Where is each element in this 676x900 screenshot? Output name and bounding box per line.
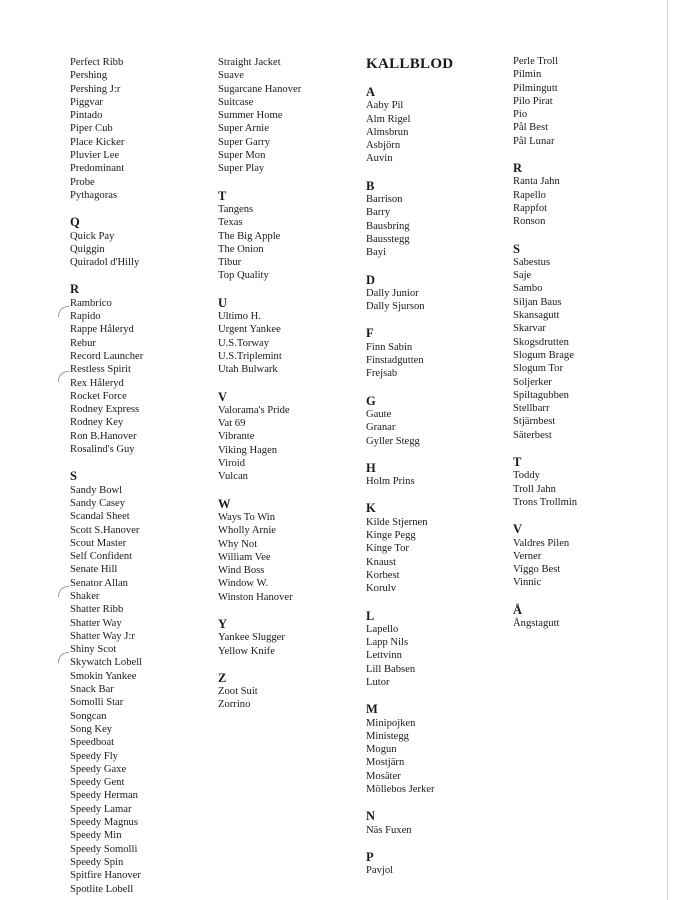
horse-name: Mogun [366,744,397,756]
horse-name: Lill Babsen [366,663,416,675]
horse-name: Speedy Gent [70,777,125,789]
letter-heading: G [366,393,376,408]
horse-name: Rambrico [70,297,112,309]
horse-name: Bayi [366,247,387,259]
horse-name: Stellbarr [513,403,550,415]
horse-name: Predominant [70,163,125,175]
horse-name: Pavjol [366,865,394,877]
letter-heading: T [513,455,522,470]
horse-name: Perfect Ribb [70,57,124,68]
horse-name: Song Key [70,723,113,735]
horse-name: Rocket Force [70,390,127,402]
horse-name: Ministegg [366,730,409,742]
letter-heading: Y [218,616,228,631]
horse-name: Valdres Pilen [513,537,570,549]
horse-name: Speedy Spin [70,856,124,868]
horse-name: Spiltagubben [513,389,569,401]
horse-name: Viroid [218,458,246,470]
horse-name: Rapello [513,189,546,201]
letter-heading: Å [513,602,523,617]
horse-name: Speedy Somolli [70,843,138,855]
horse-name: Skogsdrutten [513,336,569,348]
horse-name: Gyller Stegg [366,435,420,447]
horse-name: Yellow Knife [218,645,275,657]
horse-name: Slogum Tor [513,363,563,375]
horse-name: Verner [513,550,542,562]
horse-name: Frejsab [366,368,398,380]
horse-name: Tibur [218,257,242,269]
check-mark-icon [58,371,69,382]
horse-name: Spitfire Hanover [70,870,141,882]
horse-name: Troll Jahn [513,483,556,495]
letter-heading: T [218,188,227,203]
horse-name: Barrison [366,194,403,206]
horse-name: U.S.Triplemint [218,350,282,362]
horse-name: Why Not [218,538,258,550]
horse-name: Kinge Pegg [366,530,416,542]
letter-heading: D [366,272,376,287]
horse-name: Utah Bulwark [218,364,278,376]
horse-name: Suitcase [218,96,254,108]
horse-name: Shatter Way J:r [70,630,135,642]
horse-name: Lapp Nils [366,637,409,649]
horse-name: Pilo Pirat [513,95,553,107]
letter-heading: Z [218,670,227,685]
horse-name: Pintado [70,110,103,122]
horse-name: Skywatch Lobell [70,657,143,669]
horse-name: Super Mon [218,150,266,162]
horse-name: Spotlite Lobell [70,883,134,895]
horse-name: Speedy Magnus [70,817,138,829]
letter-heading: B [366,178,375,193]
horse-name: Quick Pay [70,230,115,242]
horse-name: Rappe Håleryd [70,324,134,336]
horse-name: Winston Hanover [218,591,293,603]
letter-heading: M [366,702,378,717]
horse-name: Piper Cub [70,123,113,135]
horse-name: Ultimo H. [218,311,261,323]
horse-name: Siljan Baus [513,296,562,308]
check-mark-icon [58,652,69,663]
horse-name: Skansagutt [513,310,560,322]
horse-name: Sandy Casey [70,497,126,509]
horse-name: Kinge Tor [366,543,409,555]
horse-name: Vinnic [513,577,542,589]
horse-name: Summer Home [218,110,283,122]
horse-name: Lapello [366,623,399,635]
horse-name: Mosäter [366,770,401,782]
horse-name: William Vee [218,551,271,563]
horse-name: Granar [366,422,396,434]
horse-name: Sandy Bowl [70,484,123,496]
letter-heading: N [366,809,376,824]
horse-name: Ronson [513,216,546,228]
horse-name: Speedy Lamar [70,803,132,815]
horse-name: Rex Håleryd [70,377,124,389]
horse-name: Finn Sabin [366,341,413,353]
horse-name: Texas [218,217,243,229]
horse-name: Lutor [366,676,390,688]
horse-name: Sugarcane Hanover [218,83,302,95]
horse-name: Yankee Slugger [218,632,285,644]
horse-name: Gaute [366,408,392,420]
horse-name: Valorama's Pride [218,404,290,416]
horse-name: Senator Allan [70,577,128,589]
letter-heading: Q [70,215,80,230]
horse-name: Asbjörn [366,140,401,152]
horse-name: Scout Master [70,537,127,549]
horse-name: Vat 69 [218,418,246,430]
letter-heading: V [513,522,523,537]
horse-name: Ranta Jahn [513,176,560,188]
horse-name: Restless Spirit [70,364,131,376]
horse-name: Pål Best [513,122,549,134]
horse-name: Kilde Stjernen [366,516,428,528]
horse-name: Knaust [366,556,397,568]
horse-name: Dally Junior [366,287,419,299]
column-2 [218,56,301,712]
horse-name: Ways To Win [218,511,276,523]
horse-name: Soljerker [513,376,552,388]
horse-name: Almsbrun [366,126,409,138]
page-edge-shadow [667,0,668,900]
letter-heading: R [513,161,523,176]
horse-name: Sabestus [513,256,551,268]
check-mark-icon [58,586,69,597]
letter-heading: F [366,326,374,341]
horse-name: Shaker [70,590,100,602]
horse-name: Viking Hagen [218,444,278,456]
horse-name: Stjärnbest [513,416,556,428]
horse-name: Dally Sjurson [366,301,425,313]
horse-name: Skarvar [513,323,546,335]
horse-name: Super Arnie [218,123,269,135]
horse-name: Näs Fuxen [366,824,412,836]
horse-name: Pershing [70,70,108,82]
letter-heading: W [218,496,231,511]
horse-name: Quiradol d'Hilly [70,257,140,269]
horse-name: Speedboat [70,737,115,749]
horse-name: Aaby Pil [366,100,404,112]
horse-name: Tangens [218,203,254,215]
horse-name: Window W. [218,578,269,590]
horse-name: Quiggin [70,243,105,255]
horse-name: Pilmingutt [513,82,558,94]
horse-name: Ron B.Hanover [70,430,137,442]
horse-name: Speedy Fly [70,750,118,762]
horse-name: Vibrante [218,431,255,443]
horse-name: Super Play [218,163,265,175]
horse-name: Finstadgutten [366,355,424,367]
letter-heading: U [218,295,228,310]
letter-heading: A [366,85,376,99]
letter-heading: S [513,241,520,256]
section-title: KALLBLOD [366,56,454,72]
horse-name: Suave [218,70,244,82]
horse-name: Trons Trollmin [513,496,578,508]
horse-name: Pershing J:r [70,83,121,95]
letter-heading: K [366,501,376,516]
horse-name: Zorrino [218,699,251,711]
horse-name: Minipojken [366,717,416,729]
horse-name: Rapido [70,311,101,323]
letter-heading: H [366,460,376,475]
horse-name: Saje [513,270,532,282]
horse-name: Pluvier Lee [70,150,120,162]
horse-name: Speedy Min [70,830,122,842]
column-3 [366,56,453,878]
check-mark-icon [58,306,69,317]
horse-name: Smokin Yankee [70,670,137,682]
column-1 [70,56,143,896]
horse-name: Korulv [366,583,397,595]
horse-name: Pio [513,109,528,121]
horse-name: Alm Rigel [366,113,411,125]
letter-heading: L [366,608,375,623]
horse-name: Snack Bar [70,684,114,696]
horse-name: Rodney Key [70,417,124,429]
horse-name: Scott S.Hanover [70,524,140,536]
horse-name: Ångstagutt [513,617,560,629]
letter-heading: V [218,389,228,404]
horse-name: Rappfot [513,202,548,214]
horse-name: Korbest [366,569,400,581]
horse-name: Slogum Brage [513,349,574,361]
letter-heading: R [70,282,80,297]
horse-name: Shatter Ribb [70,604,124,616]
column-4 [513,55,577,630]
horse-name: Rosalind's Guy [70,444,135,456]
horse-name: Place Kicker [70,136,125,148]
horse-name: Urgent Yankee [218,324,281,336]
horse-name: Sambo [513,283,543,295]
horse-name: Rebur [70,337,96,349]
horse-name: Speedy Herman [70,790,138,802]
horse-name: Auvin [366,153,393,165]
horse-name: Bausstegg [366,233,410,245]
horse-name: Pythagoras [70,189,118,201]
horse-name: Zoot Suit [218,686,258,698]
horse-name: Shiny Scot [70,644,117,656]
horse-name: Säterbest [513,429,552,441]
horse-name: Somolli Star [70,697,124,709]
horse-name: Speedy Gaxe [70,763,127,775]
horse-name: Scandal Sheet [70,511,130,523]
horse-name: Songcan [70,710,107,722]
horse-name: Wind Boss [218,565,265,577]
horse-name: Rodney Express [70,404,140,416]
horse-name: Perle Troll [513,56,559,67]
horse-name: Senate Hill [70,564,118,576]
horse-name: Super Garry [218,136,271,148]
letter-heading: S [70,469,77,484]
horse-name: Holm Prins [366,476,415,488]
horse-name: Pål Lunar [513,135,555,147]
horse-name: Pilmin [513,69,542,81]
horse-name: U.S.Torway [218,337,270,349]
letter-heading: P [366,849,374,864]
horse-name: Möllebos Jerker [366,784,435,796]
horse-name: Record Launcher [70,350,144,362]
horse-name: The Big Apple [218,230,281,242]
horse-name: Wholly Arnie [218,525,276,537]
horse-name: The Onion [218,243,264,255]
horse-name: Mostjärn [366,757,405,769]
horse-name: Self Confident [70,551,133,563]
horse-name: Top Quality [218,270,269,282]
horse-name: Vulcan [218,471,248,483]
horse-name: Probe [70,176,95,188]
horse-name: Shatter Way [70,617,122,629]
horse-name: Bausbring [366,220,410,232]
horse-name: Lettvinn [366,650,402,662]
horse-name: Toddy [513,470,540,482]
horse-name: Piggvar [70,96,103,108]
horse-name: Straight Jacket [218,57,281,68]
horse-name: Viggo Best [513,564,561,576]
horse-name: Barry [366,207,391,219]
